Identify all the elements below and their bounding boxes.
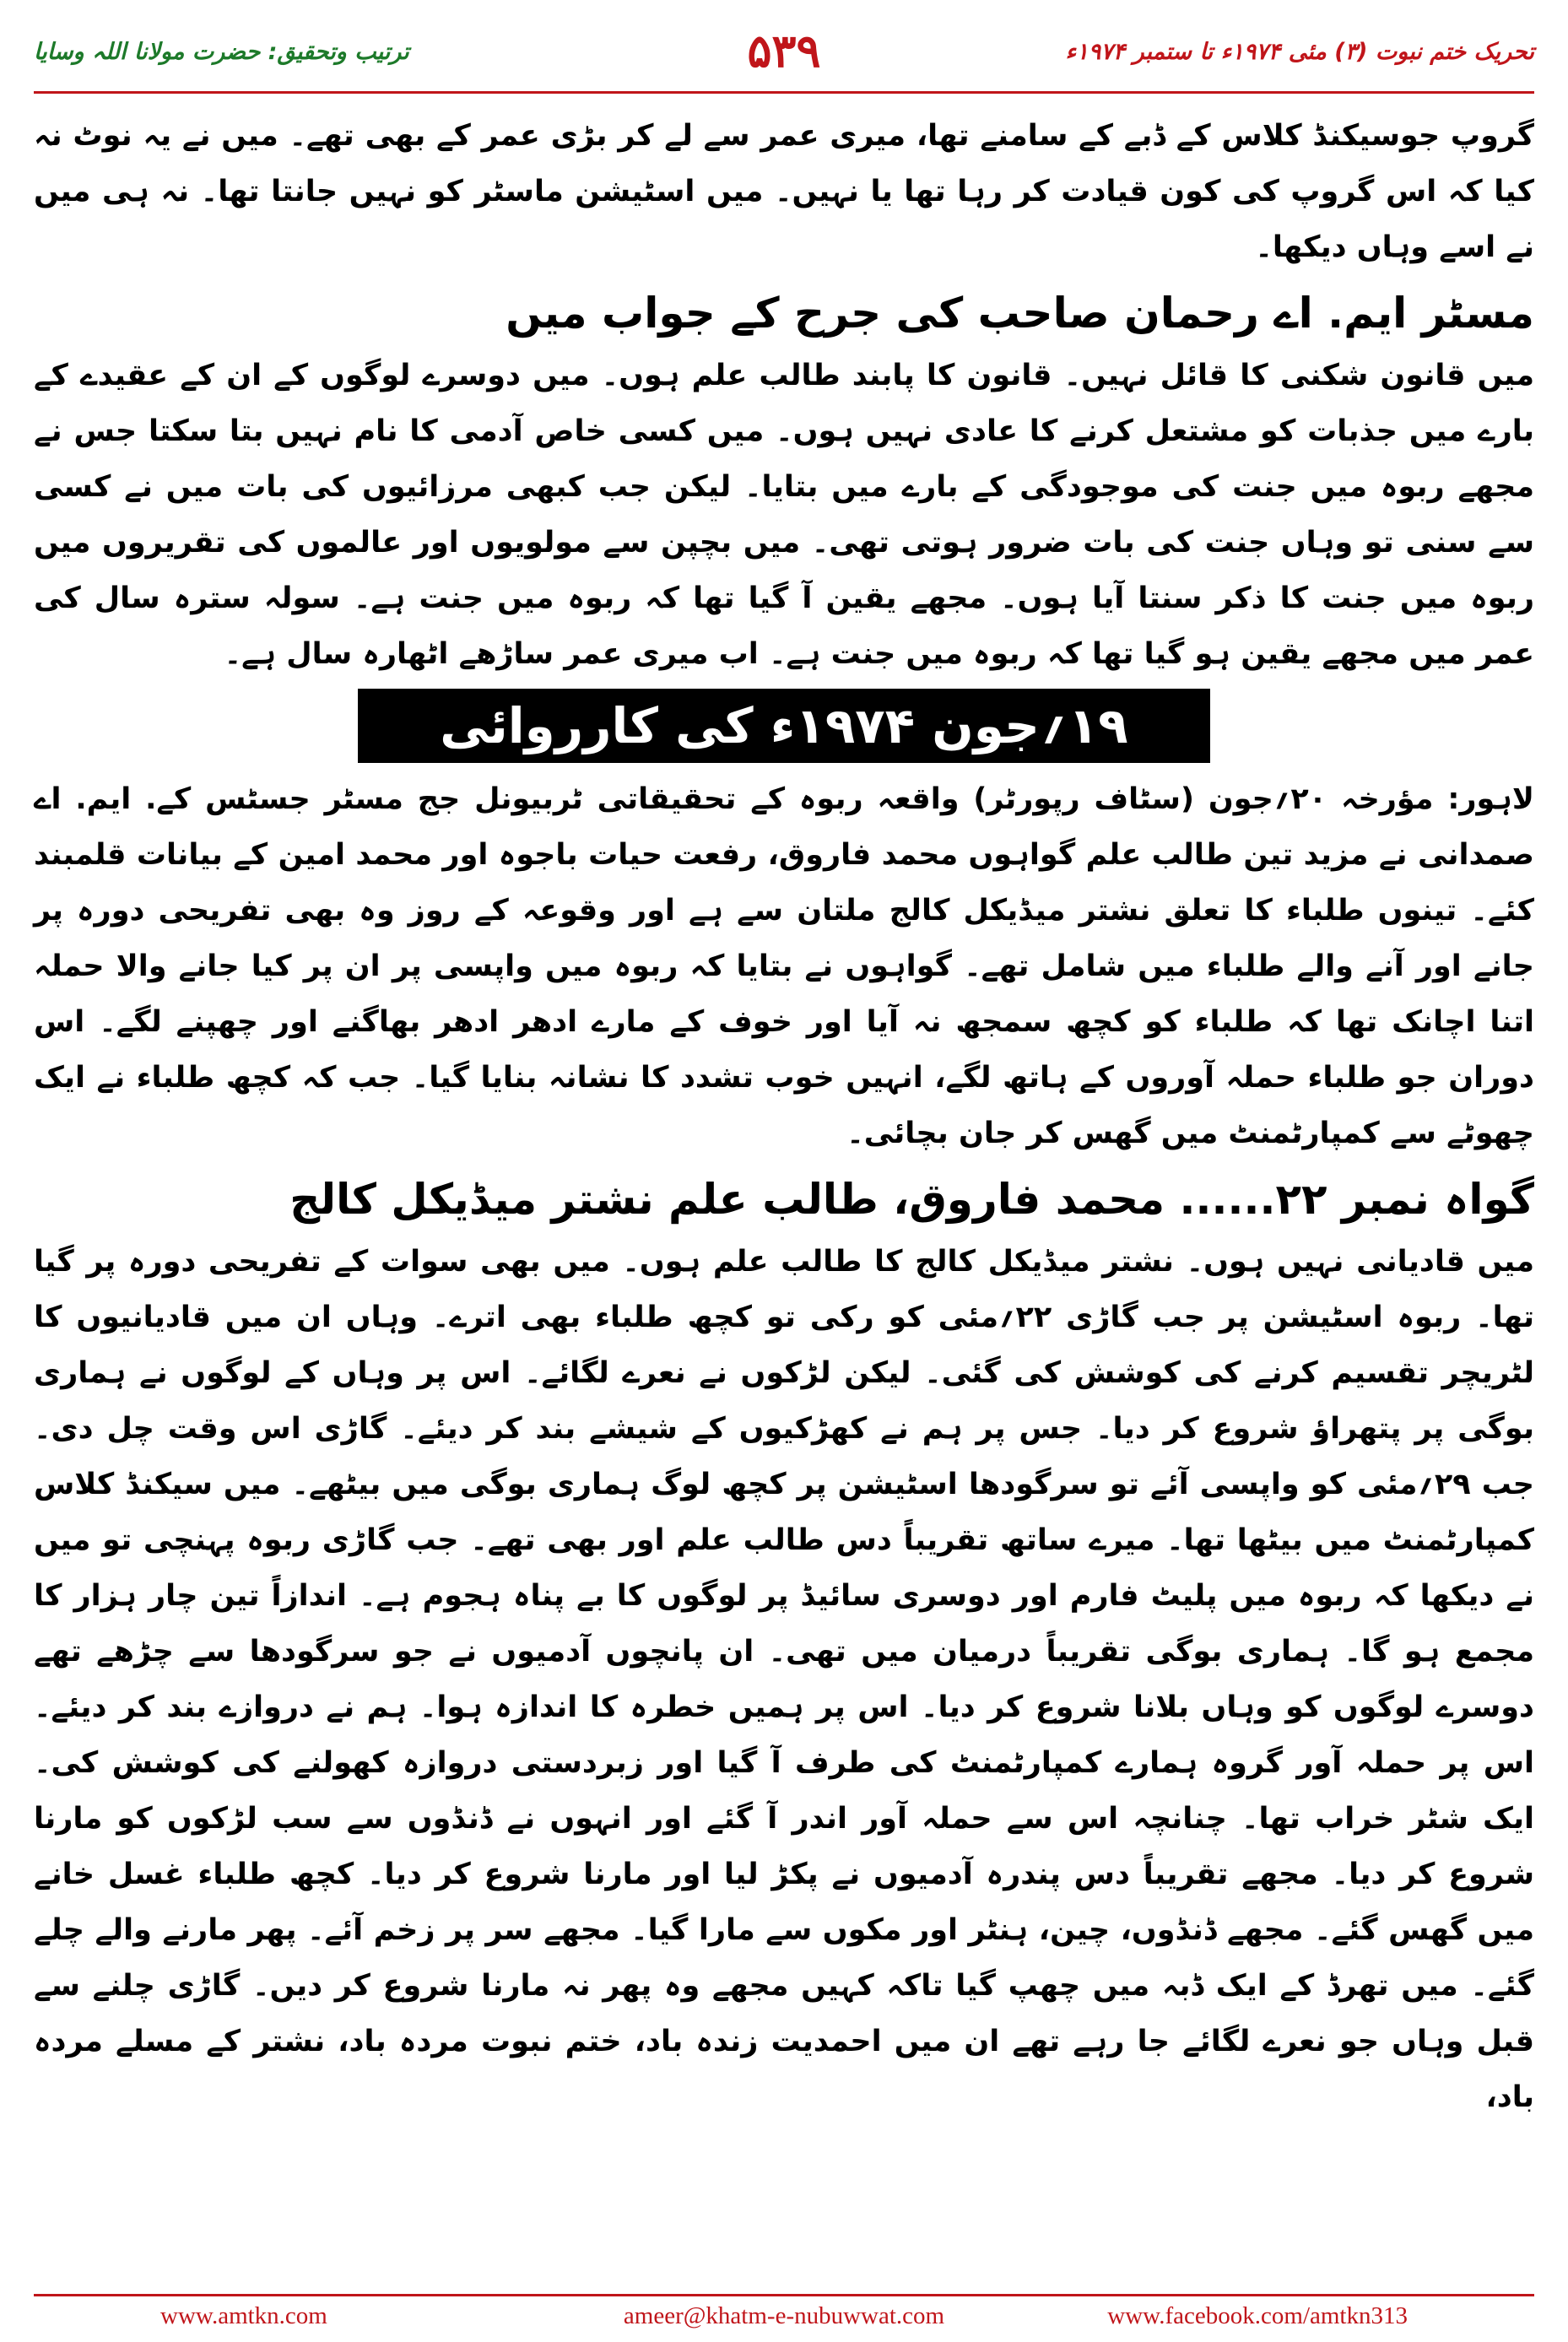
website-link[interactable]: www.amtkn.com — [160, 2302, 327, 2329]
paragraph-2: میں قانون شکنی کا قائل نہیں۔ قانون کا پابند طالب علم ہوں۔ میں دوسرے لوگوں کے ان کے عقیدے کے بارے میں جذبات کو مشتعل کرنے کا عادی نہیں ہوں۔ میں کسی خاص آدمی کا نام نہیں بتا سکتا جس نے مجھے ربوہ میں جنت کی موجودگی کے بارے میں بتایا۔ لیکن جب کبھی مرزائیوں کی بات میں نے کسی سے سنی تو وہاں جنت کی بات ضرور ہوتی تھی۔ میں بچپن سے مولویوں اور عالموں کی تقریروں میں ربوہ میں جنت کا ذکر سنتا آیا ہوں۔ مجھے یقین آ گیا تھا کہ ربوہ میں جنت ہے۔ سولہ سترہ سال کی عمر میں مجھے یقین ہو گیا تھا کہ ربوہ میں جنت ہے۔ اب میری عمر ساڑھے اٹھارہ سال ہے۔ — [34, 359, 1534, 671]
footer-divider — [34, 2294, 1534, 2296]
date-banner: ۱۹؍جون ۱۹۷۴ء کی کارروائی — [358, 689, 1210, 763]
section-heading-cross-examination: مسٹر ایم. اے رحمان صاحب کی جرح کے جواب میں — [506, 289, 1534, 338]
book-title: تحریک ختم نبوت (۳) مئی ۱۹۷۴ء تا ستمبر ۱۹۷۴ء — [1065, 39, 1534, 65]
paragraph-4: میں قادیانی نہیں ہوں۔ نشتر میڈیکل کالج کا طالب علم ہوں۔ میں بھی سوات کے تفریحی دورہ پر گیا تھا۔ ربوہ اسٹیشن پر جب گاڑی ۲۲؍مئی کو رکی تو کچھ طلباء بھی اترے۔ وہاں ان میں قادیانیوں کا لٹریچر تقسیم کرنے کی کوشش کی گئی۔ لیکن لڑکوں نے نعرے لگائے۔ اس پر وہاں کے لوگوں نے ہماری بوگی پر پتھراؤ شروع کر دیا۔ جس پر ہم نے کھڑکیوں کے شیشے بند کر دیئے۔ گاڑی اس وقت چل دی۔ جب ۲۹؍مئی کو واپسی آئے تو سرگودھا اسٹیشن پر کچھ لوگ ہماری بوگی میں بیٹھے۔ میں سیکنڈ کلاس کمپارٹمنٹ میں بیٹھا تھا۔ میرے ساتھ تقریباً دس طالب علم اور بھی تھے۔ جب گاڑی ربوہ پہنچی تو میں نے دیکھا کہ ربوہ میں پلیٹ فارم اور دوسری سائیڈ پر لوگوں کا بے پناہ ہجوم ہے۔ اندازاً تین چار ہزار کا مجمع ہو گا۔ ہماری بوگی تقریباً درمیان میں تھی۔ ان پانچوں آدمیوں نے جو سرگودھا سے چڑھے تھے دوسرے لوگوں کو وہاں بلانا شروع کر دیا۔ اس پر ہمیں خطرہ کا اندازہ ہوا۔ ہم نے دروازے بند کر دیئے۔ اس پر حملہ آور گروہ ہمارے کمپارٹمنٹ کی طرف آ گیا اور زبردستی دروازہ کھولنے کی کوشش کی۔ ایک شٹر خراب تھا۔ چنانچہ اس سے حملہ آور اندر آ گئے اور انہوں نے ڈنڈوں سے سب لڑکوں کو مارنا شروع کر دیا۔ مجھے تقریباً دس پندرہ آدمیوں نے پکڑ لیا اور مارنا شروع کر دیا۔ کچھ طلباء غسل خانے میں گھس گئے۔ مجھے ڈنڈوں، چین، ہنٹر اور مکوں سے مارا گیا۔ مجھے سر پر زخم آئے۔ پھر مارنے والے چلے گئے۔ میں تھرڈ کے ایک ڈبہ میں چھپ گیا تاکہ کہیں مجھے وہ پھر نہ مارنا شروع کر دیں۔ گاڑی چلنے سے قبل وہاں جو نعرے لگائے جا رہے تھے ان میں احمدیت زندہ باد، ختم نبوت مردہ باد، نشتر کے مسلے مردہ باد، — [34, 1245, 1535, 2114]
header-divider — [34, 91, 1534, 94]
page-footer — [34, 2302, 1534, 2336]
email-link[interactable]: ameer@khatm-e-nubuwwat.com — [623, 2302, 945, 2329]
compiler-credit: ترتیب وتحقیق: حضرت مولانا اللہ وسایا — [34, 39, 409, 65]
page-body — [34, 108, 1534, 2130]
page-number: ۵۳۹ — [747, 24, 821, 78]
section-heading-witness-22: گواہ نمبر ۲۲...... محمد فاروق، طالب علم نشتر میڈیکل کالج — [289, 1175, 1534, 1224]
facebook-link[interactable]: www.facebook.com/amtkn313 — [1107, 2302, 1408, 2329]
banner-wrapper — [34, 689, 1534, 763]
paragraph-3: لاہور: مؤرخہ ۲۰؍جون (سٹاف رپورٹر) واقعہ ربوہ کے تحقیقاتی ٹربیونل جج مسٹر جسٹس کے. ایم. اے صمدانی نے مزید تین طالب علم گواہوں محمد فاروق، رفعت حیات باجوہ اور محمد امین کے بیانات قلمبند کئے۔ تینوں طلباء کا تعلق نشتر میڈیکل کالج ملتان سے ہے اور وقوعہ کے روز وہ بھی تفریحی دورہ پر جانے اور آنے والے طلباء میں شامل تھے۔ گواہوں نے بتایا کہ ربوہ میں واپسی پر ان پر کیا جانے والا حملہ اتنا اچانک تھا کہ طلباء کو کچھ سمجھ نہ آیا اور خوف کے مارے ادھر ادھر بھاگنے اور چھپنے لگے۔ اس دوران جو طلباء حملہ آوروں کے ہاتھ لگے، انہیں خوب تشدد کا نشانہ بنایا گیا۔ جب کہ کچھ طلباء نے ایک چھوٹے سے کمپارٹمنٹ میں گھس کر جان بچائی۔ — [34, 782, 1534, 1150]
paragraph-1: گروپ جوسیکنڈ کلاس کے ڈبے کے سامنے تھا، میری عمر سے لے کر بڑی عمر کے بھی تھے۔ میں نے یہ نوٹ نہ کیا کہ اس گروپ کی کون قیادت کر رہا تھا یا نہیں۔ میں اسٹیشن ماسٹر کو نہیں جانتا تھا۔ نہ ہی میں نے اسے وہاں دیکھا۔ — [34, 119, 1534, 264]
page-header — [34, 24, 1534, 83]
